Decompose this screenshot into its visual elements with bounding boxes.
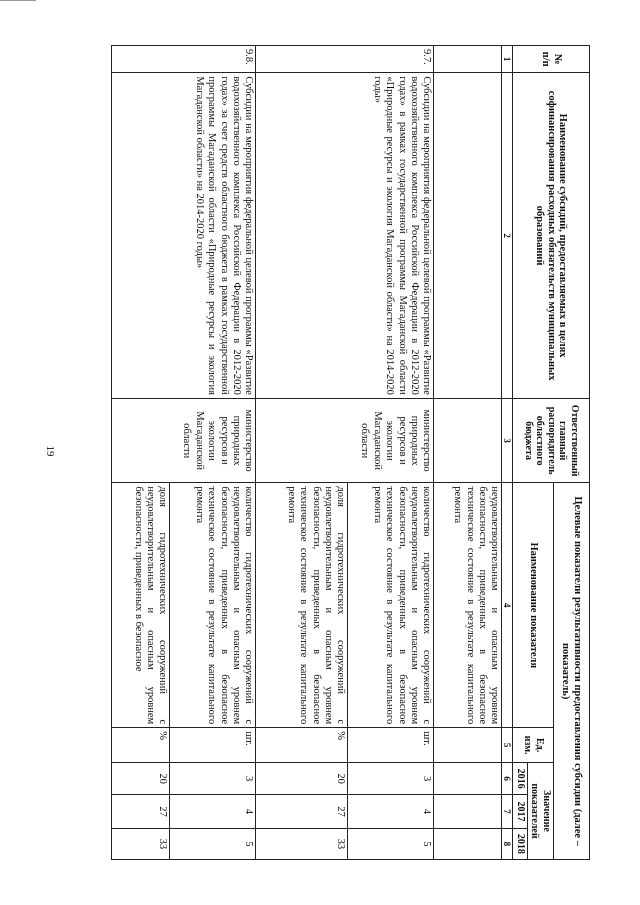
col-number-7: 7 bbox=[502, 795, 513, 829]
col-number-5: 5 bbox=[502, 728, 513, 763]
row-num: 9.7. bbox=[256, 46, 434, 73]
value-2017: 4 bbox=[348, 795, 434, 829]
indicator-name: неудовлетворительным и опасным уровнем безопасности, приведенных в безопасное техническое состояние в результате капитального ремонта bbox=[434, 483, 502, 728]
col-number-4: 4 bbox=[502, 483, 513, 728]
value-2017: 27 bbox=[256, 795, 348, 829]
col-number-8: 8 bbox=[502, 828, 513, 859]
value-2018: 5 bbox=[348, 828, 434, 859]
value-2016: 20 bbox=[112, 762, 170, 794]
subsidy-name: Субсидии на мероприятия федеральной целевой программы «Развитие водохозяйственного комплекса Российской Федерации в 2012-2020 годах» в рамках государственной программы Магаданской области «Природные ресурсы и экология Магаданской области» на 2014-2020 годы» bbox=[256, 73, 434, 399]
col-number-2: 2 bbox=[502, 73, 513, 399]
indicator-name: доля гидротехнических сооружений с неудовлетворительным и опасным уровнем безопасности, приведенных в безопасное bbox=[112, 483, 170, 728]
table-row bbox=[434, 46, 502, 860]
value-2016: 3 bbox=[348, 762, 434, 794]
value-2018: 33 bbox=[112, 828, 170, 859]
table-row bbox=[170, 46, 256, 860]
table-row bbox=[348, 46, 434, 860]
indicator-name: количество гидротехнических сооружений с неудовлетворительным и опасным уровнем безопасности, приведенных в безопасное техническое состояние в результате капитального ремонта bbox=[170, 483, 256, 728]
value-2018: 33 bbox=[256, 828, 348, 859]
col-number-1: 1 bbox=[502, 46, 513, 73]
subsidy-indicators-table bbox=[112, 45, 591, 860]
page-number: 19 bbox=[44, 445, 56, 457]
manager: министерство природных ресурсов и экологии Магаданской области bbox=[112, 398, 256, 483]
indicator-unit: шт. bbox=[170, 728, 256, 763]
value-2018: 5 bbox=[170, 828, 256, 859]
col-number-6: 6 bbox=[502, 762, 513, 794]
header-unit: Ед. изм. bbox=[513, 728, 554, 763]
value-2017: 27 bbox=[112, 795, 170, 829]
row-num: 9.8. bbox=[112, 46, 256, 73]
header-year-2016: 2016 bbox=[513, 762, 528, 794]
value-2017: 4 bbox=[170, 795, 256, 829]
header-manager: Ответственный главный распорядитель областного бюджета bbox=[513, 398, 590, 483]
indicator-unit: % bbox=[256, 728, 348, 763]
subsidy-table-area bbox=[70, 45, 590, 860]
indicator-unit: % bbox=[112, 728, 170, 763]
header-indicator-name: Наименование показателя bbox=[513, 483, 554, 728]
subsidy-name: Субсидии на мероприятия федеральной целевой программы «Развитие водохозяйственного комплекса Российской Федерации в 2012-2020 годах» за счет средств областного бюджета в рамках государственной программы Магаданской области «Природные ресурсы и экология Магаданской области» на 2014-2020 годы» bbox=[112, 73, 256, 399]
header-num: № п/п bbox=[513, 46, 590, 73]
top-rule bbox=[0, 0, 36, 1]
value-2016: 20 bbox=[256, 762, 348, 794]
header-year-2017: 2017 bbox=[513, 795, 528, 829]
header-year-2018: 2018 bbox=[513, 828, 528, 859]
col-number-3: 3 bbox=[502, 398, 513, 483]
manager: министерство природных ресурсов и экологии Магаданской области bbox=[256, 398, 434, 483]
indicator-name: доля гидротехнических сооружений с неудовлетворительным и опасным уровнем безопасности, приведенных в безопасное техническое состояние в результате капитального ремонта bbox=[256, 483, 348, 728]
header-values: Значение показателей bbox=[528, 762, 554, 859]
value-2016: 3 bbox=[170, 762, 256, 794]
header-subsidy-name: Наименование субсидий, предоставляемых в целях софинансирования расходных обязательств муниципальных образований bbox=[513, 73, 590, 399]
header-targets: Целевые показатели результативности предоставления субсидии (далее – показатель) bbox=[554, 483, 590, 860]
indicator-unit: шт. bbox=[348, 728, 434, 763]
indicator-name: количество гидротехнических сооружений с неудовлетворительным и опасным уровнем безопасности, приведенных в безопасное техническое состояние в результате капитального ремонта bbox=[348, 483, 434, 728]
